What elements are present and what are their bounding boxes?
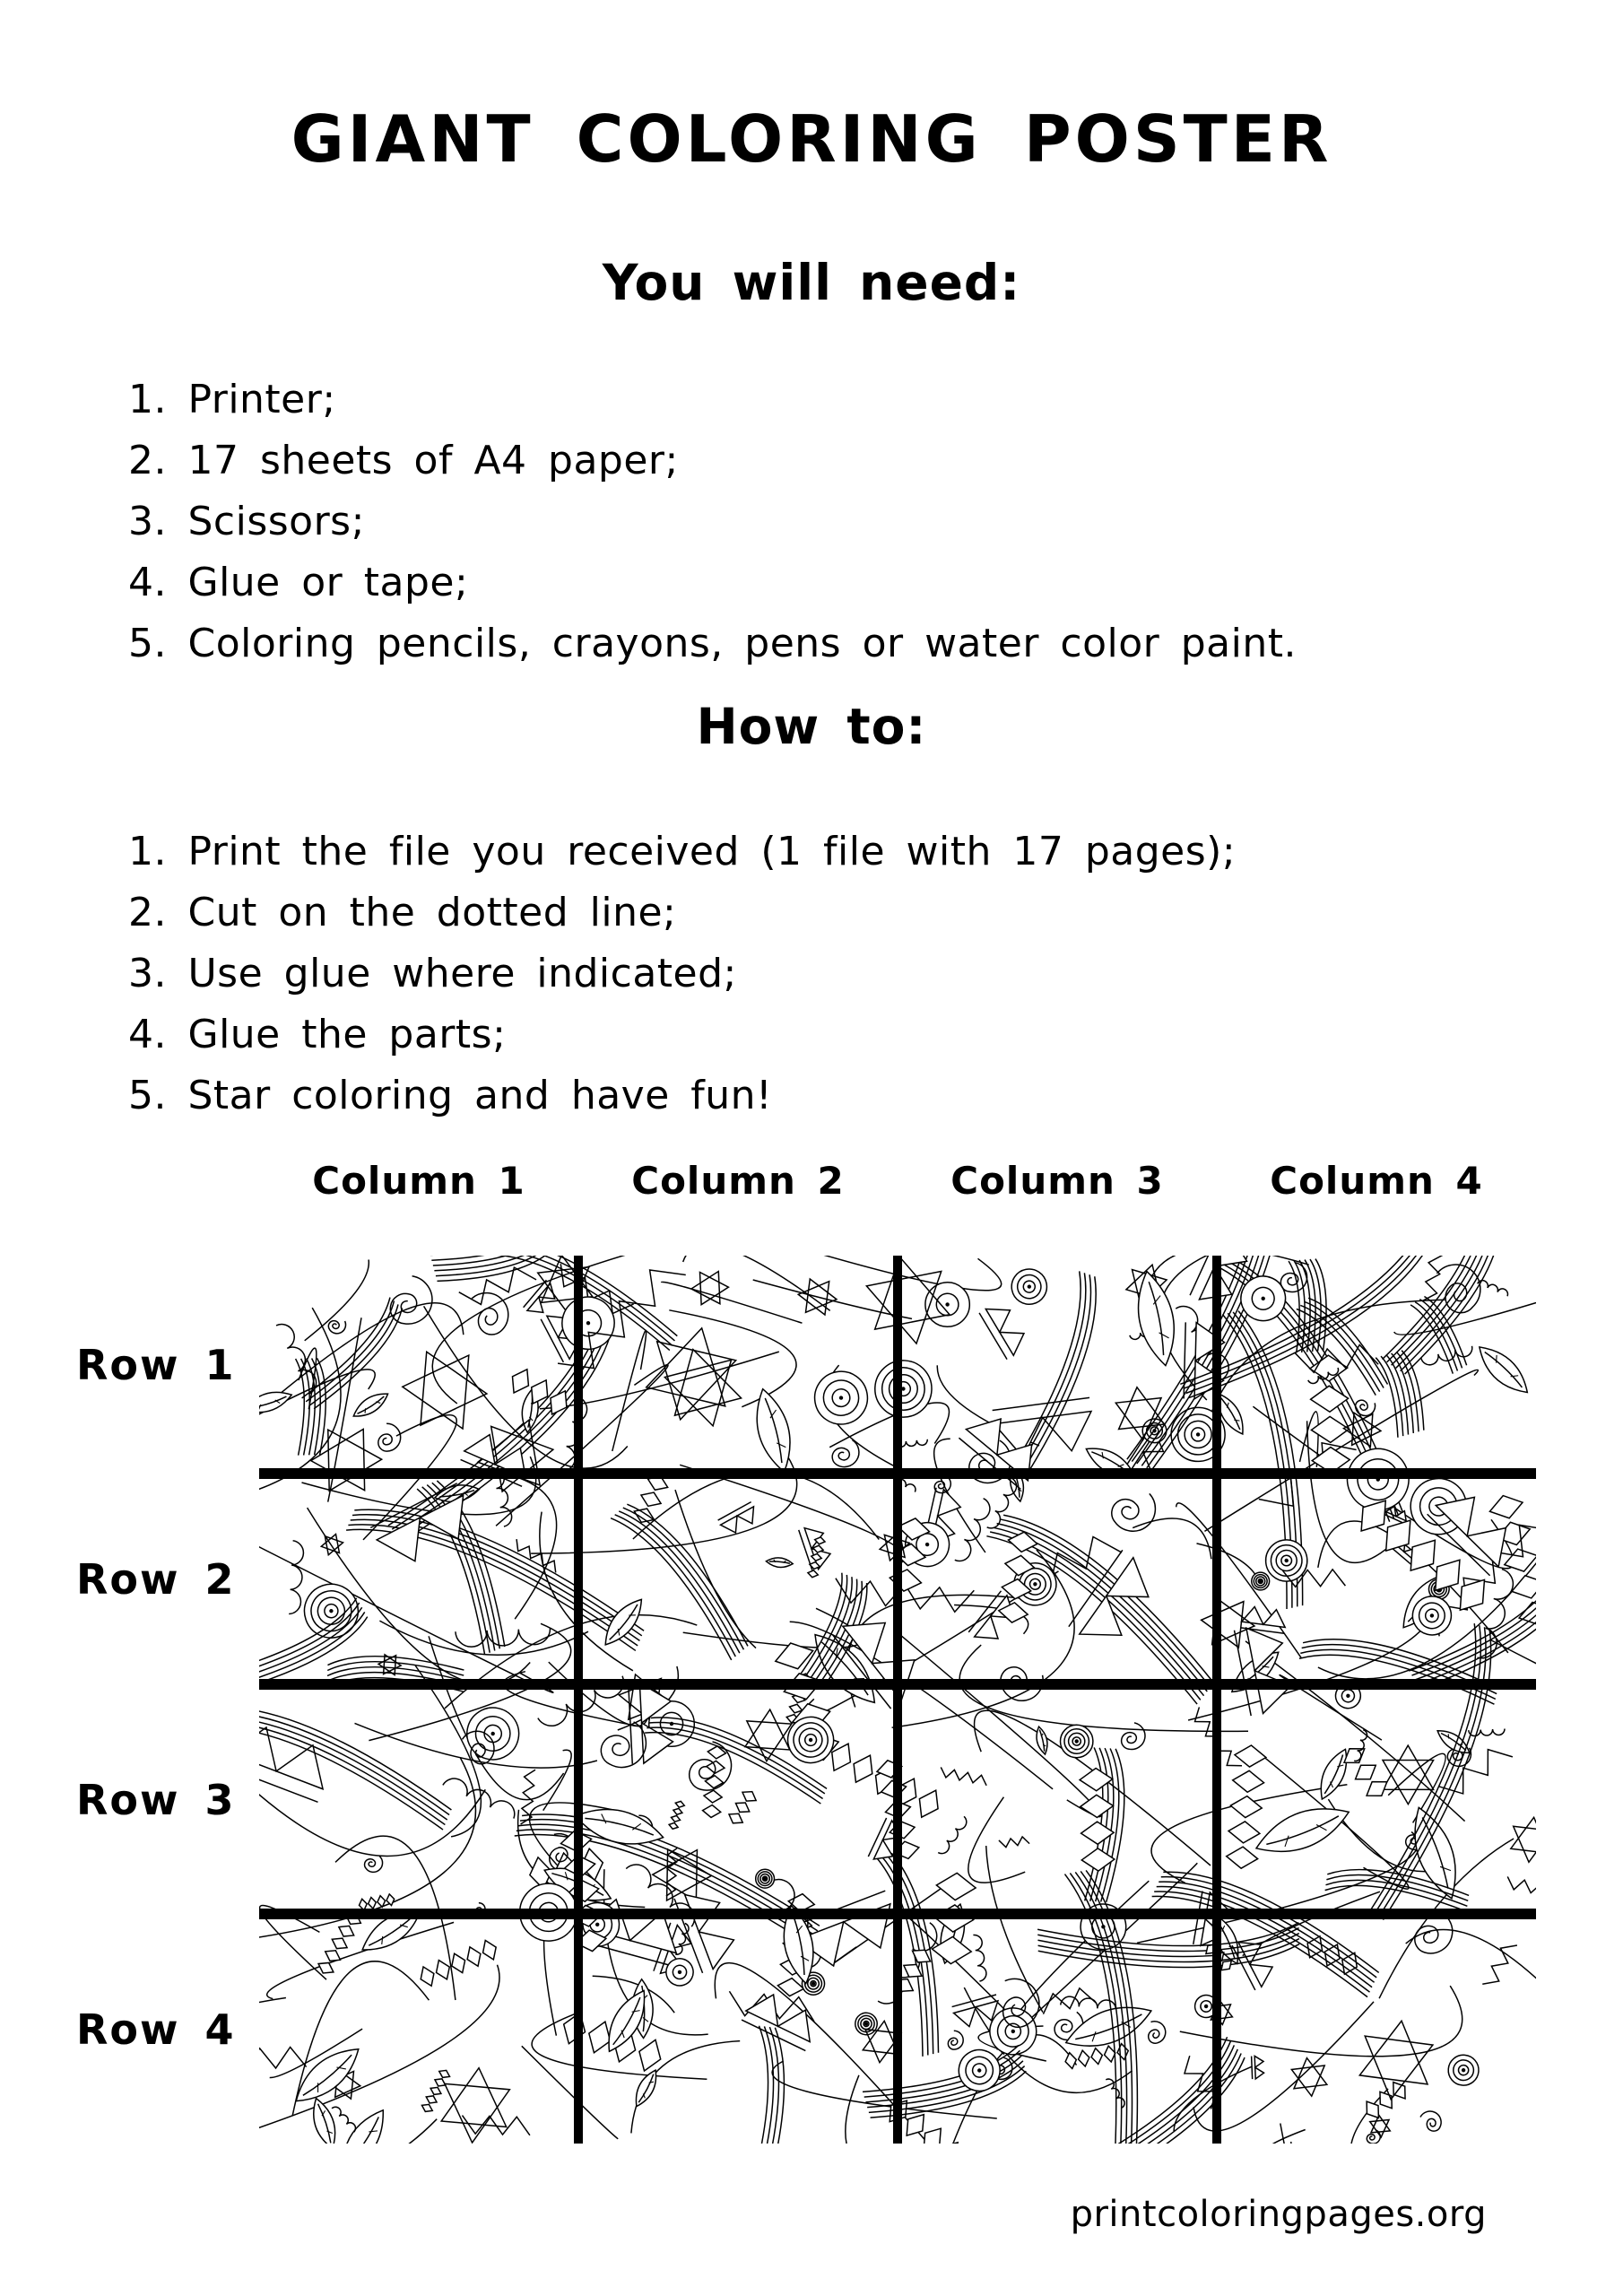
poster-title: GIANT COLORING POSTER bbox=[291, 101, 1332, 177]
howto-heading: How to: bbox=[696, 698, 927, 755]
howto-list bbox=[128, 822, 1236, 1126]
row-label: Row 3 bbox=[76, 1776, 236, 1824]
howto-list-item: 4. Glue the parts; bbox=[128, 1012, 507, 1057]
need-list-item: 3. Scissors; bbox=[128, 499, 365, 544]
coloring-pattern-image bbox=[259, 1256, 1536, 2144]
need-list-item: 5. Coloring pencils, crayons, pens or water color paint. bbox=[128, 621, 1297, 666]
howto-list-item: 1. Print the file you received (1 file with 17 pages); bbox=[128, 829, 1237, 874]
poster-grid bbox=[259, 1256, 1536, 2144]
row-label: Row 4 bbox=[76, 2005, 236, 2054]
footer-url: printcoloringpages.org bbox=[1070, 2194, 1487, 2235]
need-heading: You will need: bbox=[602, 254, 1021, 311]
column-header: Column 2 bbox=[631, 1159, 845, 1203]
need-list-item: 1. Printer; bbox=[128, 377, 336, 422]
need-list bbox=[128, 370, 1297, 674]
column-header: Column 3 bbox=[950, 1159, 1164, 1203]
need-list-item: 4. Glue or tape; bbox=[128, 560, 469, 605]
column-header: Column 4 bbox=[1270, 1159, 1483, 1203]
howto-list-item: 3. Use glue where indicated; bbox=[128, 951, 737, 996]
column-header: Column 1 bbox=[312, 1159, 525, 1203]
row-label: Row 2 bbox=[76, 1555, 236, 1604]
howto-list-item: 5. Star coloring and have fun! bbox=[128, 1073, 773, 1118]
need-list-item: 2. 17 sheets of A4 paper; bbox=[128, 438, 679, 483]
column-headers bbox=[259, 1159, 1536, 1203]
row-label: Row 1 bbox=[76, 1341, 236, 1389]
row-labels bbox=[76, 0, 256, 2296]
howto-list-item: 2. Cut on the dotted line; bbox=[128, 890, 677, 935]
